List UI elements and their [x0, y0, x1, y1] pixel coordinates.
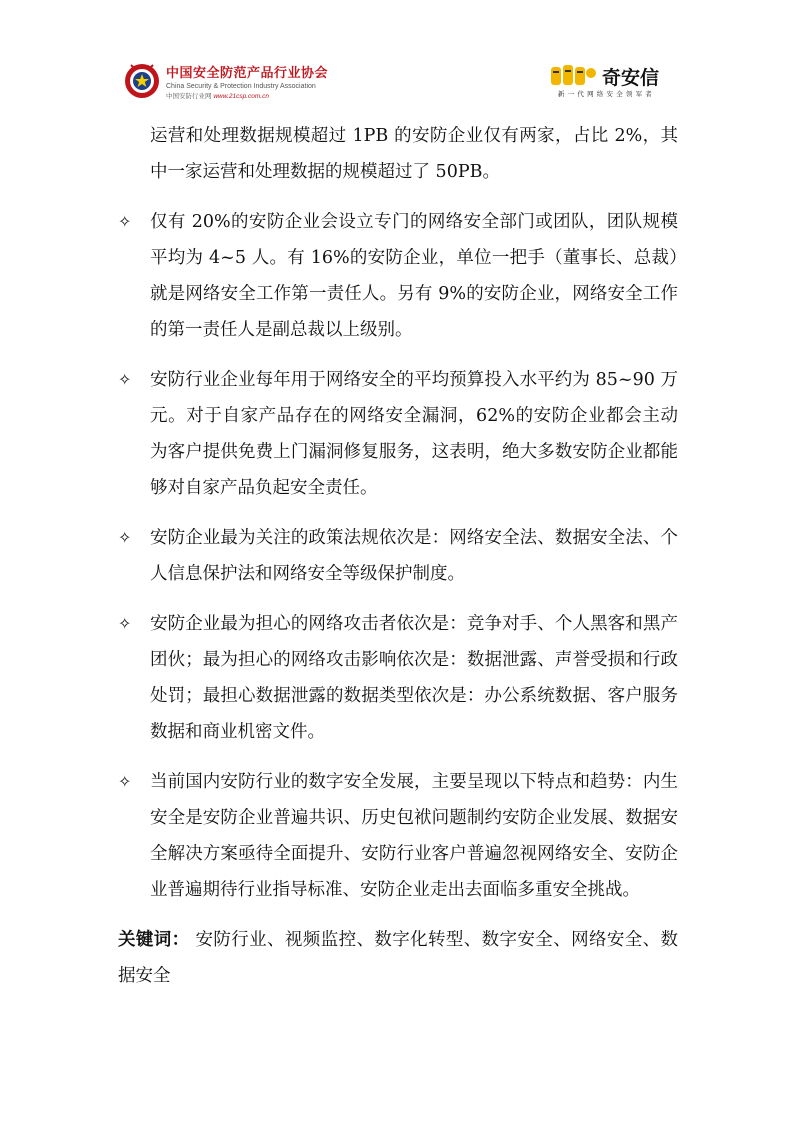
bullet-item [118, 520, 678, 592]
bullet-text: 当前国内安防行业的数字安全发展，主要呈现以下特点和趋势：内生安全是安防企业普遍共识、历史包袱问题制约安防企业发展、数据安全解决方案亟待全面提升、安防行业客户普遍忽视网络安全、安防企业普遍期待行业指导标准、安防企业走出去面临多重安全挑战。 [150, 772, 678, 900]
bullet-item [118, 764, 678, 908]
bullet-item [118, 606, 678, 750]
document-body [118, 118, 678, 908]
diamond-bullet-icon: ✧ [118, 614, 132, 633]
bullet-text: 安防企业最为关注的政策法规依次是：网络安全法、数据安全法、个人信息保护法和网络安全等级保护制度。 [150, 528, 678, 584]
diamond-bullet-icon: ✧ [118, 772, 132, 791]
intro-paragraph: 运营和处理数据规模超过 1PB 的安防企业仅有两家，占比 2%，其中一家运营和处理数据的规模超过了 50PB。 [150, 126, 678, 182]
diamond-bullet-icon: ✧ [118, 370, 132, 389]
association-emblem-icon [122, 60, 162, 100]
page-header [0, 0, 793, 110]
diamond-bullet-icon: ✧ [118, 528, 132, 547]
company-mark-icon [550, 64, 598, 88]
keywords-label: 关键词： [118, 930, 190, 950]
association-website [166, 91, 328, 100]
association-name-en: China Security & Protection Industry Association [166, 83, 316, 90]
keywords-text: 安防行业、视频监控、数字化转型、数字安全、网络安全、数据安全 [118, 930, 678, 986]
association-block [166, 62, 328, 100]
company-logo [550, 60, 680, 100]
bullet-item [118, 362, 678, 506]
website-label: 中国安防行业网 [166, 93, 212, 100]
bullet-text: 安防行业企业每年用于网络安全的平均预算投入水平约为 85~90 万元。对于自家产品存在的网络安全漏洞，62%的安防企业都会主动为客户提供免费上门漏洞修复服务，这表明，绝大多数安防企业都能够对自家产品负起安全责任。 [150, 370, 678, 498]
bullet-text: 安防企业最为担心的网络攻击者依次是：竞争对手、个人黑客和黑产团伙；最为担心的网络攻击影响依次是：数据泄露、声誉受损和行政处罚；最担心数据泄露的数据类型依次是：办公系统数据、客户服务数据和商业机密文件。 [150, 614, 678, 742]
bullet-text: 仅有 20%的安防企业会设立专门的网络安全部门或团队，团队规模平均为 4~5 人。有 16%的安防企业，单位一把手（董事长、总裁）就是网络安全工作第一责任人。另有 9%的安防企业，网络安全工作的第一责任人是副总裁以上级别。 [150, 212, 678, 340]
association-name-cn: 中国安全防范产品行业协会 [166, 66, 329, 81]
company-slogan: 新一代网络安全领军者 [558, 90, 655, 98]
company-name: 奇安信 [602, 67, 660, 89]
diamond-bullet-icon: ✧ [118, 212, 132, 231]
bullet-item [118, 204, 678, 348]
website-url: www.21csp.com.cn [213, 93, 269, 100]
keywords-section [118, 922, 678, 994]
